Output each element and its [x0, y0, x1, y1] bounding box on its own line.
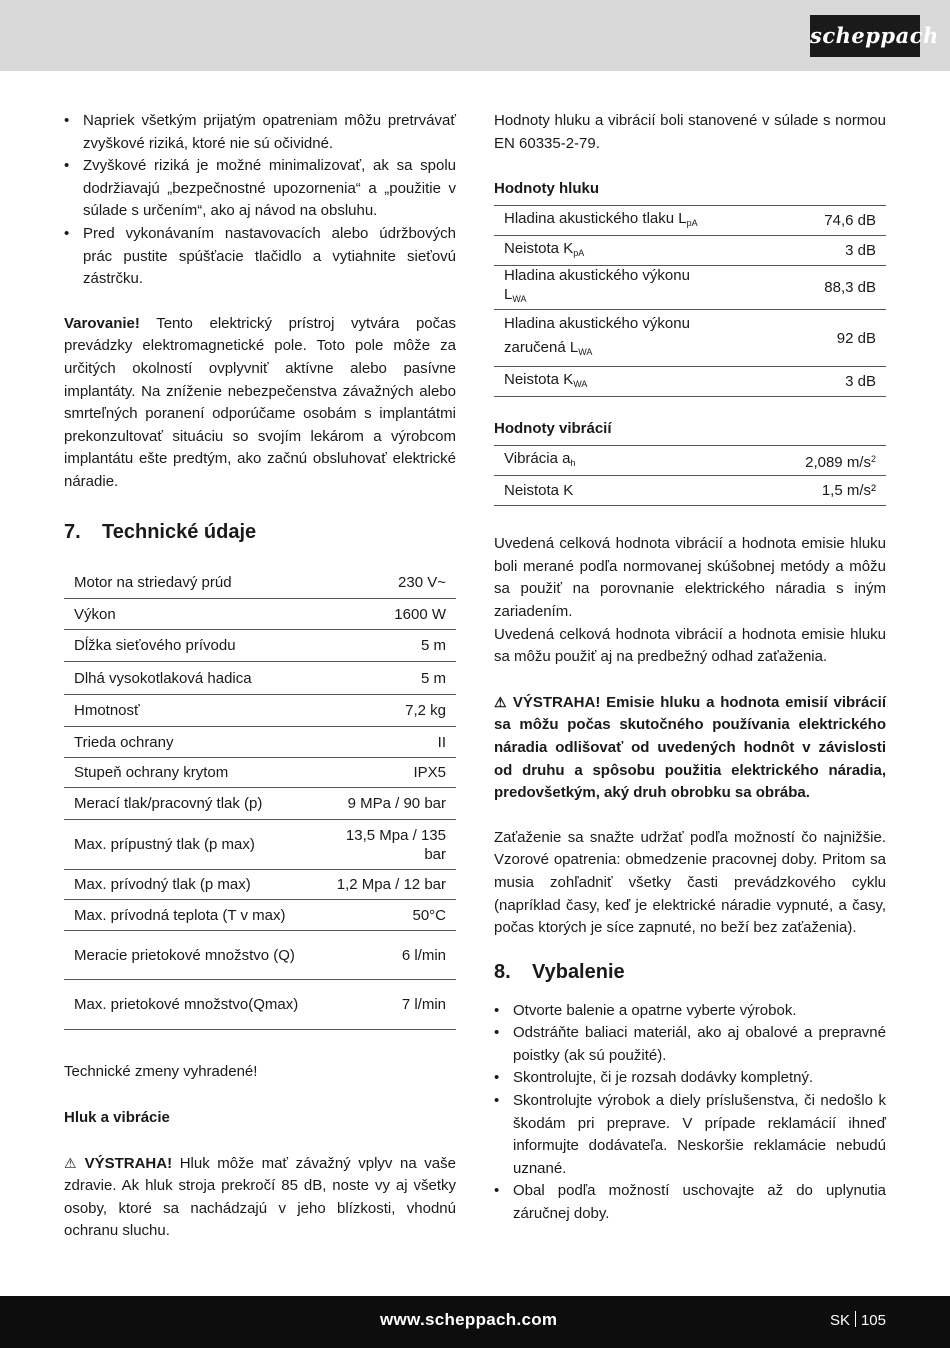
section-title: Vybalenie: [532, 960, 625, 983]
vib-values-heading: Hodnoty vibrácií: [494, 420, 612, 438]
paragraph: Zaťaženie sa snažte udržať podľa možností čo najnižšie. Vzorové opatrenia: obmedzenie pracovnej doby. Pritom sa musia zohľadniť všetky časti prevádzkového cyklu (napríklad časy, keď je elektrické náradie vypnuté, a časy, počas ktorých je síce zapnuté, no beží bez zaťaženia).: [494, 828, 886, 937]
vib-label: Vibrácia $a_h$: [494, 446, 691, 476]
noise-label: Neistota $K_{WA}$: [494, 367, 724, 397]
list-item: • Skontrolujte, či je rozsah dodávky kompletný.: [494, 1067, 886, 1090]
paragraph: Uvedená celková hodnota vibrácií a hodnota emisie hluku boli merané podľa normovanej skúšobnej metódy a môžu sa použiť na porovnanie elektrického náradia s iným zariadením.: [494, 535, 886, 620]
vib-value: 2,089 $m/s^2$: [691, 446, 886, 476]
warning-text: Hluk môže mať závažný vplyv na vaše zdravie. Ak hluk stroja prekročí 85 dB, noste vy aj všetky osoby, ktoré sa nachádzajú v jeho blízkosti, vhodnú ochranu sluchu.: [64, 1154, 456, 1240]
table-row: [64, 599, 456, 630]
table-row: [64, 727, 456, 758]
page-footer: [0, 1296, 950, 1348]
section-title: Technické údaje: [102, 520, 257, 543]
language-code: SK: [829, 1312, 850, 1329]
warning-text: VÝSTRAHA! Emisie hluku a hodnota emisií vibrácií sa môžu počas skutočného používania elektrického náradia odlišovať od uvedených hodnôt v závislosti od druhu a spôsobu použitia elektrického náradia, predovšetkým, aký druh obrobku sa obrába.: [494, 693, 887, 802]
left-column: [64, 110, 456, 1243]
spec-label: Hmotnosť: [64, 695, 318, 727]
list-item: • Obal podľa možností uschovajte až do uplynutia záručnej doby.: [494, 1180, 886, 1225]
warning-label: Varovanie!: [64, 314, 140, 332]
section-number: 8.: [494, 960, 511, 983]
spec-label: Max. prívodný tlak (p max): [64, 870, 318, 900]
noise-label: Neistota $K_{pA}$: [494, 236, 724, 266]
list-item: • Otvorte balenie a opatrne vyberte výrobok.: [494, 1000, 886, 1023]
spec-value: 13,5 Mpa / 135 bar: [318, 820, 456, 870]
page-number: [830, 1311, 886, 1329]
spec-value: 5 m: [318, 630, 456, 662]
right-column: [494, 110, 886, 1226]
table-row: [64, 900, 456, 931]
table-row: [64, 695, 456, 727]
emission-warning: [494, 691, 886, 805]
spec-value: 7,2 kg: [318, 695, 456, 727]
spec-label: Merací tlak/pracovný tlak (p): [64, 788, 318, 820]
vib-values-table: [494, 445, 886, 506]
list-item: • Zvyškové riziká je možné minimalizovať, ak sa spolu dodržiavajú „bezpečnostné upozornenia“ a „použitie v súlade s určením“, ako aj návod na obsluhu.: [64, 155, 456, 223]
noise-label: Hladina akustického tlaku $L_{pA}$: [494, 206, 724, 236]
em-field-warning: [64, 313, 456, 494]
vib-label: Neistota K: [494, 476, 691, 506]
warning-label: VÝSTRAHA!: [84, 1154, 173, 1172]
spec-value: 5 m: [318, 662, 456, 695]
table-row: [64, 662, 456, 695]
list-item: • Pred vykonávaním nastavovacích alebo údržbových prác pustite spúšťacie tlačidlo a vytiahnite sieťovú zástrčku.: [64, 223, 456, 291]
spec-value: 1,2 Mpa / 12 bar: [318, 870, 456, 900]
spec-value: 7 l/min: [318, 980, 456, 1030]
intro-text: Hodnoty hluku a vibrácií boli stanovené v súlade s normou EN 60335-2-79.: [494, 112, 886, 152]
spec-label: Dlhá vysokotlaková hadica: [64, 662, 318, 695]
vib-value: 1,5 m/s²: [691, 476, 886, 506]
unpack-list: [494, 1000, 886, 1226]
spec-value: 230 V~: [318, 568, 456, 599]
table-row: [64, 568, 456, 599]
table-row: [494, 206, 886, 236]
warning-triangle-icon: ⚠: [494, 693, 507, 710]
spec-label: Motor na striedavý prúd: [64, 568, 318, 599]
noise-value: 3 dB: [724, 367, 886, 397]
table-row: [494, 367, 886, 397]
noise-heading: Hluk a vibrácie: [64, 1108, 170, 1126]
noise-values-heading: Hodnoty hluku: [494, 180, 599, 198]
table-row: [494, 266, 886, 310]
table-row: [64, 820, 456, 870]
warning-triangle-icon: ⚠: [64, 1154, 77, 1171]
warning-text: Tento elektrický prístroj vytvára počas prevádzky elektromagnetické pole. Toto pole môže za určitých okolností ovplyvniť aktívne alebo pasívne implantáty. Na zníženie nebezpečenstva závažných alebo smrteľných poranení odporúčame osobám s implantátmi prekonzultovať situáciu so svojím lekárom a výrobcom implantátu ešte predtým, ako začnú obsluhovať elektrické náradie.: [64, 314, 456, 490]
spec-value: 50°C: [318, 900, 456, 931]
section-heading: [494, 958, 886, 986]
noise-warning: [64, 1152, 456, 1243]
noise-value: 88,3 dB: [724, 266, 886, 310]
table-row: [64, 980, 456, 1030]
paragraph: Uvedená celková hodnota vibrácií a hodnota emisie hluku sa môžu použiť aj na predbežný odhad zaťaženia.: [494, 625, 886, 666]
spec-label: Meracie prietokové množstvo (Q): [64, 931, 318, 980]
spec-label: Trieda ochrany: [64, 727, 318, 758]
residual-risk-list: [64, 110, 456, 291]
table-row: [494, 310, 886, 367]
section-heading: [64, 518, 456, 546]
table-row: [494, 476, 886, 506]
scheppach-logo: scheppach: [810, 15, 920, 57]
table-row: [64, 630, 456, 662]
noise-label: Hladina akustického výkonu $L_{WA}$: [494, 266, 724, 310]
table-row: [64, 758, 456, 788]
spec-label: Max. prívodná teplota (T v max): [64, 900, 318, 931]
spec-label: Stupeň ochrany krytom: [64, 758, 318, 788]
list-item: • Skontrolujte výrobok a diely príslušenstva, či nedošlo k škodám pri preprave. V prípade reklamácií ihneď informujte dodávateľa. Neskoršie reklamácie nebudú uznané.: [494, 1090, 886, 1180]
divider: [855, 1311, 856, 1327]
noise-value: 3 dB: [724, 236, 886, 266]
table-row: [64, 870, 456, 900]
spec-value: 1600 W: [318, 599, 456, 630]
page-header: [0, 0, 950, 71]
section-number: 7.: [64, 520, 81, 543]
spec-value: IPX5: [318, 758, 456, 788]
tech-data-table: [64, 568, 456, 1031]
spec-label: Výkon: [64, 599, 318, 630]
list-item: • Odstráňte baliaci materiál, ako aj obalové a prepravné poistky (ak sú použité).: [494, 1022, 886, 1067]
spec-label: Max. prietokové množstvo(Qmax): [64, 980, 318, 1030]
table-row: [64, 931, 456, 980]
noise-value: 74,6 dB: [724, 206, 886, 236]
table-row: [494, 446, 886, 476]
tech-changes-note: Technické zmeny vyhradené!: [64, 1063, 258, 1080]
spec-value: 6 l/min: [318, 931, 456, 980]
spec-label: Max. prípustný tlak (p max): [64, 820, 318, 870]
table-row: [64, 788, 456, 820]
noise-label: Hladina akustického výkonu zaručená $L_{WA}$: [494, 310, 724, 367]
table-row: [494, 236, 886, 266]
noise-values-table: [494, 205, 886, 397]
spec-label: Dĺžka sieťového prívodu: [64, 630, 318, 662]
noise-value: 92 dB: [724, 310, 886, 367]
page-num: 105: [860, 1312, 886, 1329]
spec-value: II: [318, 727, 456, 758]
footer-url[interactable]: www.scheppach.com: [380, 1310, 558, 1329]
list-item: • Napriek všetkým prijatým opatreniam môžu pretrvávať zvyškové riziká, ktoré nie sú očividné.: [64, 110, 456, 155]
spec-value: 9 MPa / 90 bar: [318, 788, 456, 820]
